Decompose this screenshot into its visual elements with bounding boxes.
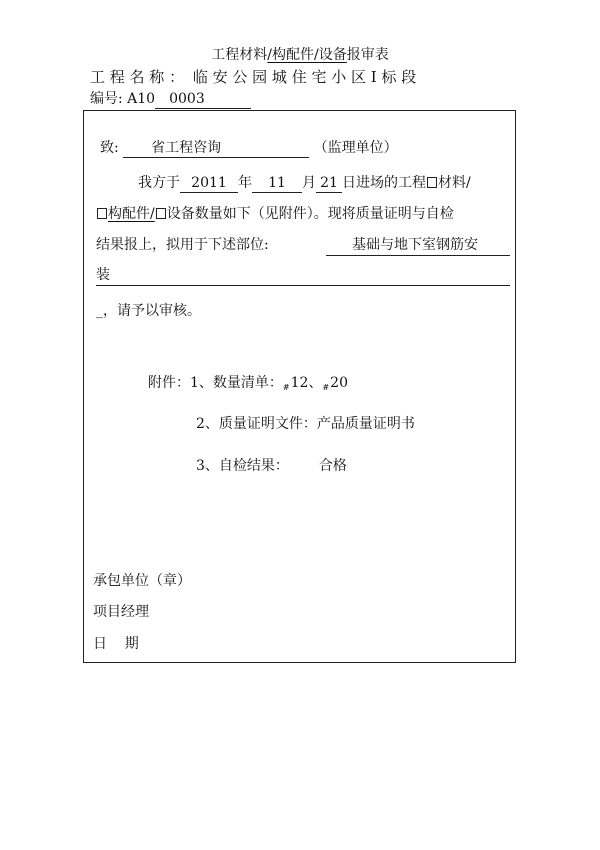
- request-line: [96, 300, 201, 320]
- to-suffix: （监理单位）: [313, 140, 398, 156]
- location-underline: [326, 255, 510, 256]
- component-checkbox[interactable]: [97, 208, 107, 219]
- day-field: 21: [316, 175, 342, 193]
- date-line: [138, 172, 471, 193]
- self-check-result: 合格: [318, 458, 347, 474]
- rebar-size-2: 20: [330, 375, 348, 391]
- title-part-review: 报审表: [346, 47, 389, 63]
- location-continued: 装: [96, 267, 110, 283]
- title-part-components: /构配件/: [267, 47, 319, 63]
- attachment-2: 2、质量证明文件：产品质量证明书: [196, 416, 415, 432]
- equipment-text: 设备数量如下（见附件）。现将质量证明与自检: [166, 206, 454, 222]
- number-value: 0003: [155, 91, 251, 109]
- attachment-3-label: 3、自检结果：: [196, 458, 289, 474]
- rebar-separator: 、: [308, 375, 323, 391]
- to-label: 致:: [100, 140, 119, 156]
- to-value: 省工程咨询: [123, 140, 309, 158]
- location-underline-2: [96, 285, 510, 286]
- material-checkbox[interactable]: [427, 177, 437, 188]
- title-part-equipment: 设备: [318, 47, 347, 63]
- equipment-checkbox[interactable]: [156, 208, 166, 219]
- year-unit: 年: [238, 175, 252, 191]
- number-label: 编号: A10: [90, 91, 156, 107]
- material-label: 材料/: [438, 175, 471, 191]
- rebar-symbol: #: [322, 383, 330, 392]
- project-label: 工 程 名 称 ：: [90, 68, 185, 86]
- attachment-1-label: 附件：1、数量清单：: [148, 375, 283, 391]
- options-line: [96, 203, 454, 223]
- request-text: ，请予以审核。: [103, 303, 201, 319]
- component-label: 构配件/: [108, 206, 155, 222]
- document-number: [90, 88, 251, 109]
- attachment-1: [148, 372, 348, 392]
- project-line: [90, 66, 416, 87]
- request-mark: _: [96, 303, 103, 319]
- attachment-3: [196, 455, 347, 475]
- day-suffix: 日进场的工程: [342, 175, 426, 191]
- to-line: [100, 137, 398, 158]
- title-part-materials: 工程材料: [211, 47, 268, 63]
- project-name: 临 安 公 园 城 住 宅 小 区 I 标 段: [192, 68, 417, 86]
- month-unit: 月: [302, 175, 316, 191]
- date-label: 日 期: [93, 636, 139, 652]
- location-prefix: 结果报上，拟用于下述部位:: [96, 237, 269, 253]
- rebar-size-1: 12: [290, 375, 309, 391]
- intro-text: 我方于: [138, 175, 180, 191]
- location-value: 基础与地下室钢筋安: [352, 237, 478, 253]
- rebar-symbol: #: [282, 383, 290, 392]
- contractor-label: 承包单位（章）: [93, 573, 191, 589]
- month-field: 11: [252, 175, 302, 193]
- manager-label: 项目经理: [93, 604, 149, 620]
- form-title: [0, 44, 600, 64]
- year-field: 2011: [180, 175, 238, 193]
